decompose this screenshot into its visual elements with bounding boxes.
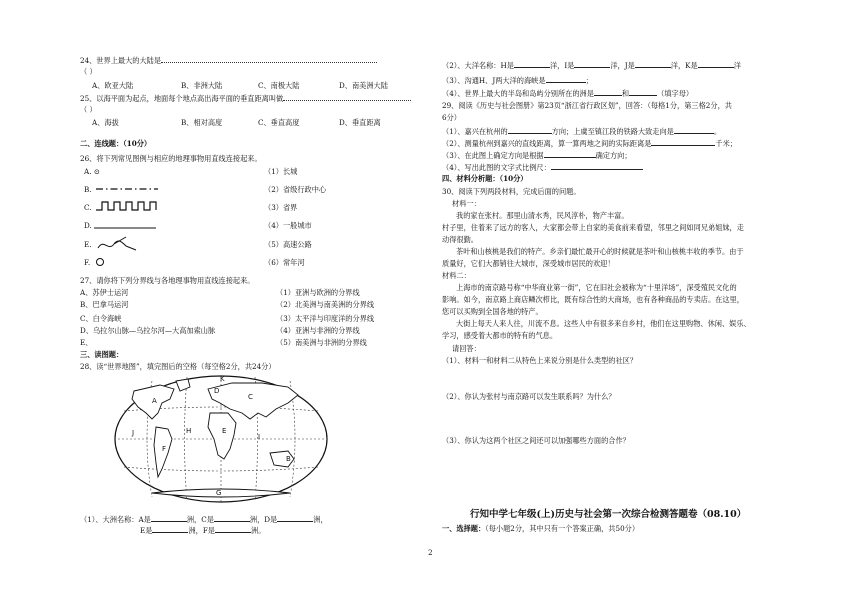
q27-left-d: D、乌拉尔山脉—乌拉尔河—大高加索山脉: [80, 326, 216, 335]
question-28: 28、读“世界地图”，填完图后的空格（每空格2分，共24分）: [80, 362, 276, 371]
map-label-f: F: [162, 445, 167, 453]
blank-scale: [551, 162, 643, 170]
fill-2c: 洲。: [251, 526, 266, 535]
question-24: [80, 56, 377, 65]
map-label-d: D: [214, 387, 220, 395]
legend-d-label: D.: [84, 221, 92, 230]
great-wall-symbol: [96, 199, 158, 213]
r8: （3）、在此图上确定方向是根据: [442, 151, 544, 160]
section-4-heading: 四、材料分析题：（10分）: [442, 174, 528, 183]
r7: （2）、测量杭州到嘉兴的直线距离，算一算两地之间的实际距离是: [442, 139, 652, 148]
q29-part-2: [442, 138, 737, 148]
fill-1-row-2: [140, 525, 265, 535]
fill-1c: 洲，D是: [249, 515, 278, 524]
fill-1b: 洲，C是: [186, 515, 214, 524]
blank-method: [544, 150, 596, 158]
r1c: 洋，J是: [610, 61, 635, 70]
legend-item-5: （5）高速公路: [264, 240, 312, 249]
legend-c-label: C.: [84, 203, 92, 212]
q24-paren: （ ）: [80, 67, 97, 76]
material-1-line-1: 我的家在张村。那里山清水秀，民风淳朴，物产丰富。: [456, 211, 629, 220]
blank-c: [214, 514, 250, 522]
r6b: 方向；上虞至镇江段的铁路大致走向是: [551, 127, 674, 136]
q27-right-4: （4）亚洲与非洲的分界线: [276, 326, 360, 335]
blank-peninsula: [594, 88, 622, 96]
material-1-label: 材料一：: [452, 199, 481, 208]
q27-left-b: B、巴拿马运河: [80, 300, 129, 309]
material-1-line-5: 质量好，它们大都销往大城市，深受城市居民的欢迎！: [442, 259, 615, 268]
question-29-cont: 6分）: [442, 113, 461, 122]
legend-item-2: （2）省级行政中心: [264, 185, 327, 194]
blank-railway: [674, 126, 714, 134]
question-30: 30、阅读下列两段材料，完成后面的问题。: [442, 187, 581, 196]
material-2-line-2: 影响。如今，南京路上商店鳞次栉比，既有综合性的大商场，也有各种商品的专卖店。在这里，: [442, 295, 744, 304]
map-label-i: I: [258, 433, 261, 441]
r1d: 洋，K是: [670, 61, 698, 70]
q27-right-2: （2）北美洲与南美洲的分界线: [276, 300, 375, 309]
q27-right-1: （1）亚洲与欧洲的分界线: [276, 288, 360, 297]
legend-item-3: （3）省界: [264, 203, 298, 212]
material-2-line-4: 大街上每天人来人往，川流不息。这些人中有很多来自乡村，他们在这里购物、休闲、娱乐、: [456, 319, 751, 328]
legend-item-4: （4）一般城市: [264, 221, 312, 230]
answer-sheet-title: 行知中学七年级(上)历史与社会第一次综合检测答题卷（08.10）: [470, 509, 747, 520]
blank-i: [574, 60, 610, 68]
map-label-b: B: [286, 455, 291, 463]
q29-part-4: [442, 162, 643, 172]
boundary-line-symbol: [96, 184, 158, 194]
fill-2a: E是: [140, 526, 153, 535]
r3b: 和: [621, 89, 630, 98]
sec1-note: （每小题2分，其中只有一个答案正确，共50分）: [485, 524, 640, 533]
question-25: [80, 94, 411, 103]
section-2-heading: 二、连线题：（10分）: [80, 139, 152, 148]
fill-2b: 洲，F是: [188, 526, 215, 535]
world-map: [112, 373, 330, 505]
sub-question-2: （2）、你认为张村与南京路可以发生联系吗？为什么？: [442, 392, 616, 401]
q29-part-1: （1）、嘉兴在杭州的 方向；上虞至镇江段的铁路大致走向是 。: [442, 127, 722, 136]
material-1-line-4: 茶叶和山核桃是我们的特产。乡亲们最忙最开心的时候就是茶叶和山核桃丰收的季节。由于: [456, 247, 744, 256]
question-27: 27、请你将下列分界线与各地理事物用直线连接起来。: [80, 276, 255, 285]
river-symbol: [96, 234, 140, 254]
r1e: 洋: [733, 61, 741, 70]
sub-question-3: （3）、你认为这两个社区之间还可以加强哪些方面的合作？: [442, 436, 630, 445]
map-label-k: K: [220, 375, 225, 383]
blank-distance: [651, 138, 715, 146]
fill-1d: 洲，: [313, 515, 328, 524]
legend-a: A. ⊙: [84, 167, 100, 176]
q25-option-a: A、海拔: [92, 118, 119, 127]
material-1-line-3: 动得很勤。: [442, 235, 478, 244]
q29-part-3: [442, 150, 632, 160]
material-2-label: 材料二：: [442, 271, 471, 280]
q28-part-2: [442, 60, 741, 70]
r3c: （填字母）: [657, 89, 694, 98]
q27-left-a: A、苏伊士运河: [80, 288, 129, 297]
legend-f-label: F.: [84, 258, 91, 267]
q28-part-4: [442, 88, 693, 98]
sec1-label: 一、选择题：: [442, 524, 486, 533]
legend-e-label: E.: [84, 240, 92, 249]
legend-item-1: （1）长城: [264, 167, 298, 176]
q25-option-c: C、垂直高度: [258, 118, 300, 127]
blank-j: [635, 60, 671, 68]
q24-text: 24、世界上最大的大陆是: [80, 56, 162, 65]
r6: （1）、嘉兴在杭州的: [442, 127, 508, 136]
city-dot-symbol: [95, 256, 107, 268]
q27-left-e: E、: [80, 338, 93, 347]
blank-direction: [508, 126, 552, 134]
section-3-heading: 三、读图题：: [80, 350, 124, 359]
please-answer: 请回答：: [452, 344, 481, 353]
fill-1a: （1）、大洲名称：A是: [80, 515, 151, 524]
blank-h: [514, 60, 550, 68]
q25-option-d: D、垂直距离: [339, 118, 381, 127]
material-1-line-2: 村子里，住着来了远方的客人，大家都会带上自家的美食前来看望，邻里之间如同兄弟姐妹，走: [442, 223, 744, 232]
r3: （4）、世界上最大的半岛和岛屿分别所在的洲是: [442, 89, 594, 98]
q25-text: 25、以海平面为起点，地面每个地点高出海平面的垂直距离叫做: [80, 94, 284, 103]
blank-a: [151, 514, 187, 522]
q27-right-3: （3）太平洋与印度洋的分界线: [276, 314, 375, 323]
q27-right-5: （5）南美洲与非洲的分界线: [276, 338, 367, 347]
map-label-g: G: [216, 489, 222, 497]
map-label-c: C: [248, 393, 253, 401]
q25-paren: （ ）: [80, 105, 97, 114]
q28-part-3: （3）、沟通H、J两大洋的海峡是 ；: [442, 76, 593, 85]
r2: （3）、沟通H、J两大洋的海峡是: [442, 76, 546, 85]
r1: （2）、大洋名称：H是: [442, 61, 514, 70]
page-number: 2: [428, 548, 433, 557]
legend-item-6: （6）常年河: [264, 258, 305, 267]
q24-option-a: A、欧亚大陆: [92, 81, 134, 90]
material-2-line-3: 您可以买购到全国各地的特产。: [442, 307, 543, 316]
map-label-a: A: [152, 397, 157, 405]
dotted-leader: [161, 57, 377, 63]
blank-k: [698, 60, 734, 68]
sub-question-1: （1）、材料一和材料二从特色上来说分别是什么类型的社区？: [442, 356, 638, 365]
map-label-h: H: [186, 427, 192, 435]
question-26: 26、将下列常见图例与相应的地理事物用直线连接起来。: [80, 154, 262, 163]
fill-1-row-1: [80, 514, 328, 524]
q24-option-c: C、南极大陆: [258, 81, 300, 90]
blank-f: [215, 525, 251, 533]
r9: （4）、写出此图的文字式比例尺：: [442, 163, 551, 172]
q24-option-d: D、南美洲大陆: [339, 81, 388, 90]
material-2-line-1: 上海市的南京路号称“中华商业第一街”，它在旧社会被称为“十里洋场”，深受殖民文化的: [456, 283, 737, 292]
blank-strait: [546, 75, 586, 83]
map-label-j: J: [132, 429, 135, 437]
q27-left-c: C、白令海峡: [80, 314, 122, 323]
r7b: 千米；: [715, 139, 737, 148]
question-29: 29、阅读《历史与社会图册》第23页“浙江省行政区划”，回答：（每格1分，第三格2分，共: [442, 101, 732, 110]
r8b: 确定方向；: [595, 151, 632, 160]
legend-b-label: B.: [84, 185, 92, 194]
dotted-leader: [283, 95, 411, 101]
blank-e: [152, 525, 188, 533]
q25-option-b: B、相对高度: [181, 118, 223, 127]
blank-d: [277, 514, 313, 522]
highway-symbol: [94, 220, 158, 230]
q24-option-b: B、非洲大陆: [181, 81, 223, 90]
map-label-e: E: [222, 427, 227, 435]
material-2-line-5: 学习，感受着大都市的特有的气息。: [442, 331, 558, 340]
r1b: 洋，I是: [549, 61, 575, 70]
section-1-heading: [442, 524, 639, 533]
blank-island: [629, 88, 657, 96]
